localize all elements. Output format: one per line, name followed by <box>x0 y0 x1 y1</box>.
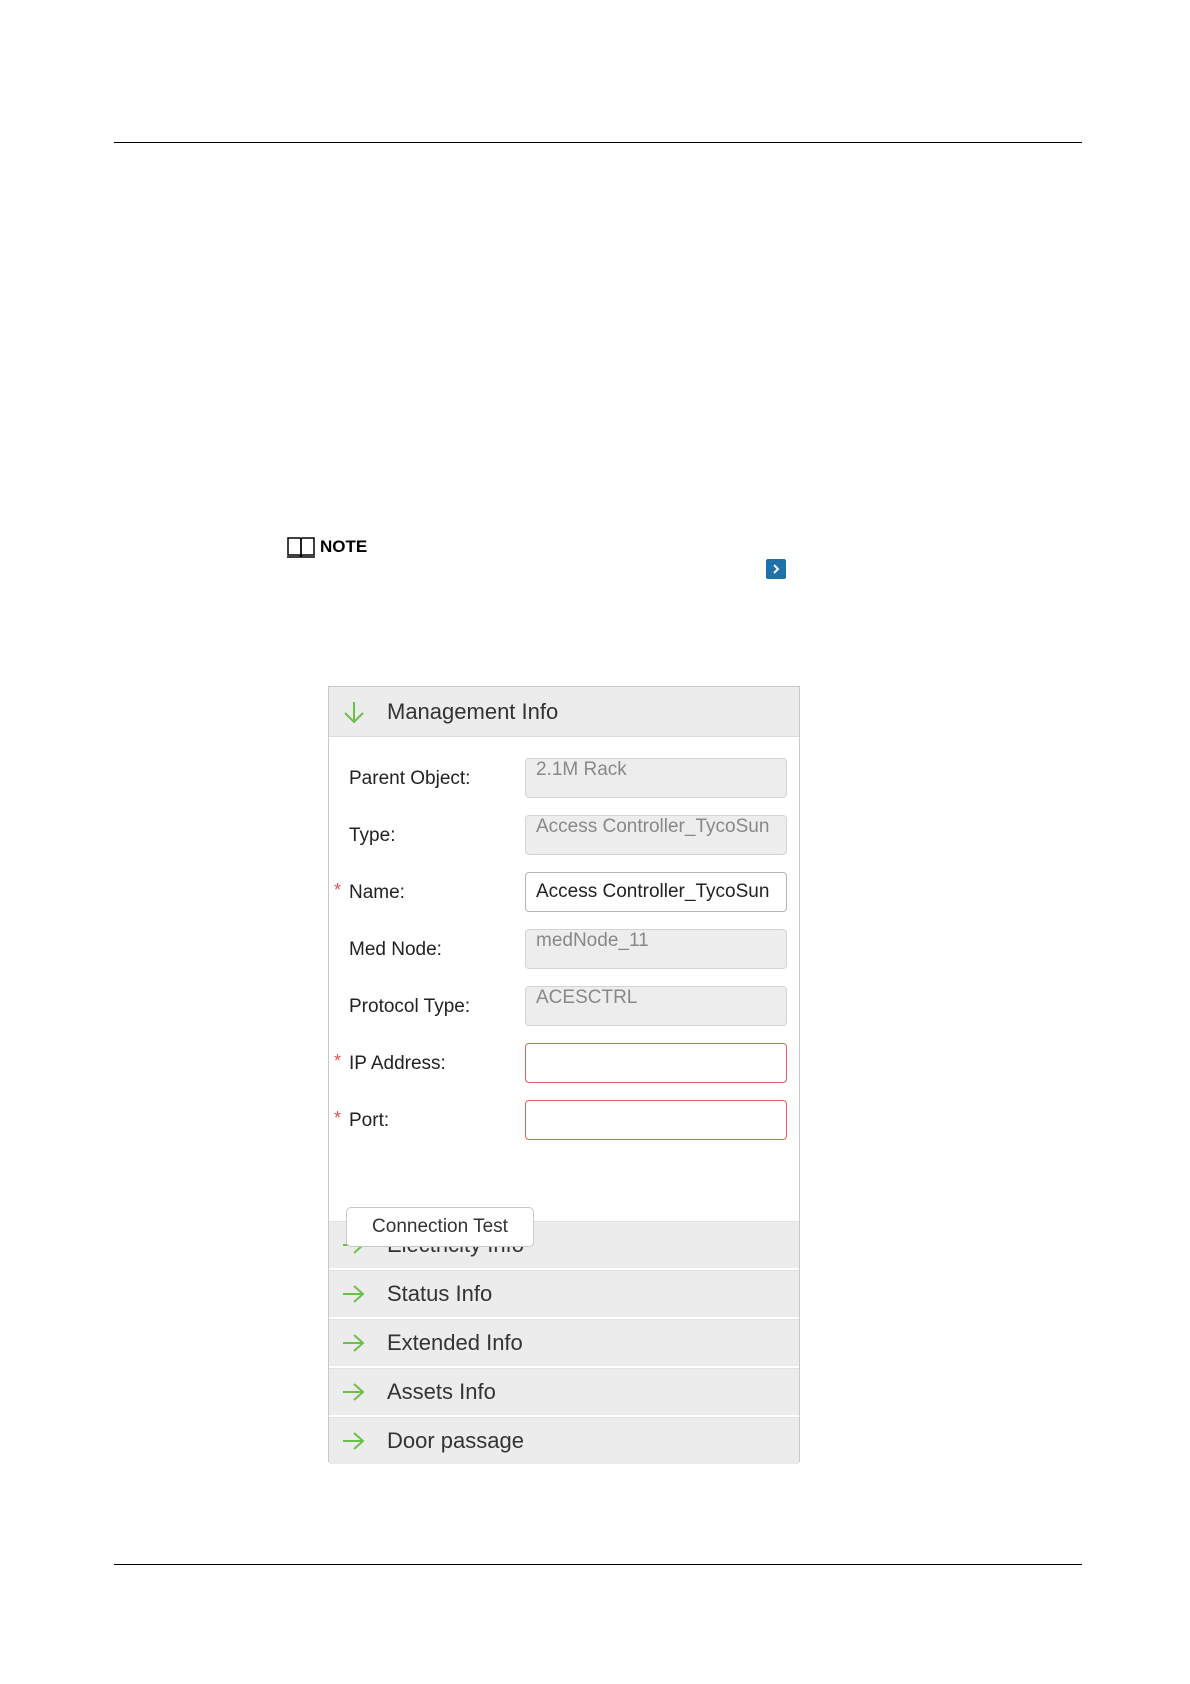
arrow-right-icon <box>341 1281 367 1307</box>
section-assets-info <box>329 1368 799 1417</box>
management-info-title: Management Info <box>387 698 559 724</box>
type-label: Type: <box>349 824 396 846</box>
field-row-ip-address <box>329 1035 799 1092</box>
required-marker: * <box>334 1108 342 1128</box>
name-label: Name: <box>349 881 405 903</box>
port-input[interactable] <box>525 1100 787 1140</box>
field-row-med-node <box>329 921 799 978</box>
required-marker: * <box>334 1051 342 1071</box>
arrow-right-icon <box>341 1379 367 1405</box>
management-info-header[interactable] <box>329 687 799 737</box>
footer-rule <box>114 1564 1082 1565</box>
arrow-right-icon <box>341 1330 367 1356</box>
assets-info-title: Assets Info <box>387 1379 496 1404</box>
required-marker: * <box>334 880 342 900</box>
name-input[interactable] <box>525 872 787 912</box>
med-node-label: Med Node: <box>349 938 442 960</box>
note-callout <box>286 535 367 559</box>
door-passage-header[interactable] <box>329 1417 799 1465</box>
ip-address-input[interactable] <box>525 1043 787 1083</box>
expand-button[interactable] <box>766 559 786 579</box>
med-node-field: medNode_11 <box>525 929 787 969</box>
protocol-type-field: ACESCTRL <box>525 986 787 1026</box>
assets-info-header[interactable] <box>329 1368 799 1416</box>
field-row-name <box>329 864 799 921</box>
extended-info-header[interactable] <box>329 1319 799 1367</box>
field-row-port <box>329 1092 799 1149</box>
section-extended-info <box>329 1319 799 1368</box>
protocol-type-label: Protocol Type: <box>349 995 471 1017</box>
field-row-protocol-type <box>329 978 799 1035</box>
extended-info-title: Extended Info <box>387 1330 523 1355</box>
arrow-right-icon <box>341 1428 367 1454</box>
parent-object-field: 2.1M Rack <box>525 758 787 798</box>
section-status-info <box>329 1270 799 1319</box>
connection-test-button[interactable]: Connection Test <box>346 1207 534 1247</box>
device-properties-panel <box>328 686 800 1462</box>
door-passage-title: Door passage <box>387 1428 524 1453</box>
management-info-form <box>329 737 799 1237</box>
header-rule <box>114 142 1082 143</box>
port-label: Port: <box>349 1109 390 1131</box>
field-row-parent-object <box>329 750 799 807</box>
section-door-passage <box>329 1417 799 1466</box>
chevron-right-icon <box>770 563 782 575</box>
field-row-type <box>329 807 799 864</box>
parent-object-label: Parent Object: <box>349 767 471 789</box>
note-label: NOTE <box>320 537 368 556</box>
status-info-header[interactable] <box>329 1270 799 1318</box>
book-icon <box>286 535 316 559</box>
type-field: Access Controller_TycoSun <box>525 815 787 855</box>
status-info-title: Status Info <box>387 1281 493 1306</box>
arrow-down-icon <box>341 699 367 725</box>
ip-address-label: IP Address: <box>349 1052 446 1074</box>
